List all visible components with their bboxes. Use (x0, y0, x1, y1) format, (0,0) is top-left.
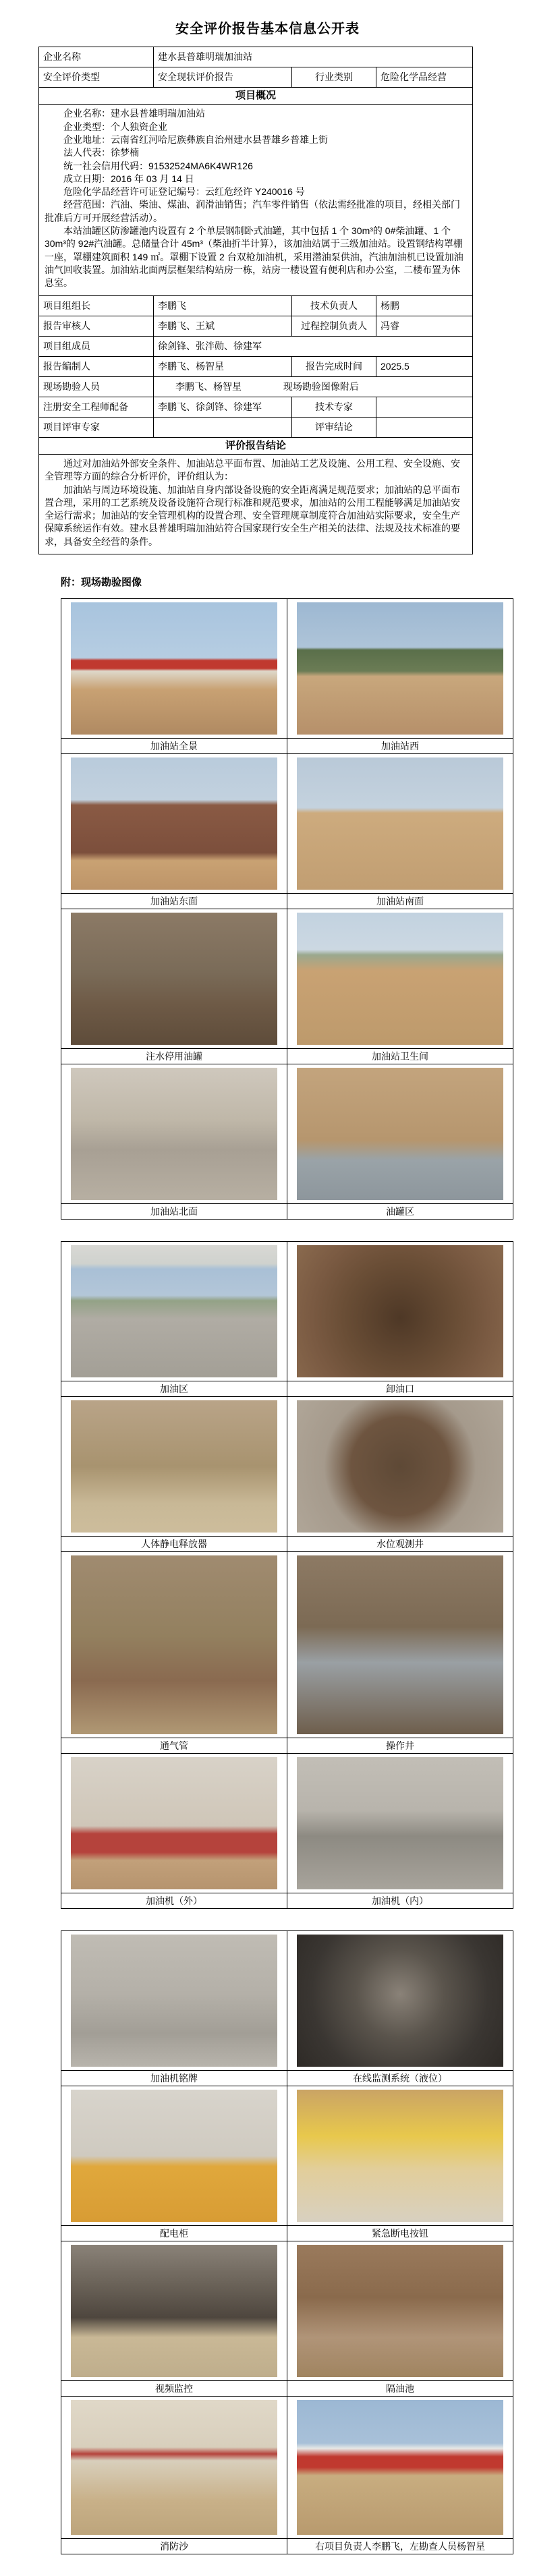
paragraph: 经营范围：汽油、柴油、煤油、润滑油销售；汽车零件销售（依法需经批准的项目，经相关部门批准后方可开展经营活动）。 (45, 199, 460, 223)
photo-caption: 右项目负责人李鹏飞，左勘查人员杨智星 (287, 2539, 513, 2554)
photo-table (61, 598, 513, 1220)
site-photo (297, 1400, 503, 1533)
photo-caption: 通气管 (61, 1738, 287, 1754)
photo-caption: 紧急断电按钮 (287, 2226, 513, 2241)
info-table (38, 47, 473, 554)
paragraph: 本站油罐区防渗罐池内设置有 2 个单层钢制卧式油罐，其中包括 1 个 30m³的 0#柴油罐、1 个 30m³的 92#汽油罐。总储量合计 45m³（柴油折半计算），该加油站属于三级加油站。设置钢结构罩棚一座，罩棚建筑面积 149 ㎡。罩棚下设置 2 台双枪加油机，采用潜油泵供油，汽油加油机已设置加油油气回收装置。加油站北面两层框架结构站房一栋，站房一楼设置有便利店和办公室，二楼布置为休息室。 (45, 225, 463, 289)
photo-caption: 油罐区 (287, 1204, 513, 1220)
site-photo (71, 602, 277, 735)
page-title: 安全评价报告基本信息公开表 (175, 22, 360, 36)
photo-caption: 消防沙 (61, 2539, 287, 2554)
site-photo (297, 1245, 503, 1377)
photo-caption: 视频监控 (61, 2381, 287, 2397)
paragraph: 企业类型：个人独资企业 (63, 121, 167, 132)
photo-caption: 配电柜 (61, 2226, 287, 2241)
paragraph: 危险化学品经营许可证登记编号：云红危经许 Y240016 号 (63, 186, 305, 198)
label-process-control: 过程控制负责人 (292, 316, 376, 336)
photo-caption: 加油机（外） (61, 1893, 287, 1909)
label-review-result: 评审结论 (292, 417, 376, 437)
photo-cell (287, 1931, 513, 2071)
site-photo (71, 1555, 277, 1734)
value-review-expert (154, 417, 292, 437)
photo-cell (61, 2241, 287, 2381)
photo-caption: 在线监测系统（液位） (287, 2071, 513, 2086)
photo-caption: 隔油池 (287, 2381, 513, 2397)
label-registered-engineer: 注册安全工程师配备 (39, 397, 154, 417)
attachment-heading: 附：现场勘验图像 (61, 577, 142, 589)
photo-caption: 加油站全景 (61, 739, 287, 754)
paragraph: 通过对加油站外部安全条件、加油站总平面布置、加油站工艺及设施、公用工程、安全设施、安全管理等方面的综合分析评价，评价组认为： (45, 457, 460, 482)
photo-cell (287, 1397, 513, 1537)
photo-caption: 加油站西 (287, 739, 513, 754)
value-team-members: 徐剑锋、张泮勋、徐建军 (154, 336, 473, 356)
section-header-conclusion: 评价报告结论 (39, 437, 473, 454)
label-enterprise-name: 企业名称 (39, 47, 154, 67)
photo-cell (61, 1754, 287, 1893)
value-registered-engineer: 李鹏飞、徐剑锋、徐建军 (154, 397, 292, 417)
survey-note: 现场勘验图像附后 (283, 380, 359, 392)
site-photo (297, 1555, 503, 1734)
site-photo (71, 913, 277, 1045)
value-report-compiler: 李鹏飞、杨智星 (154, 356, 292, 376)
site-photo (297, 2245, 503, 2377)
paragraph: 成立日期：2016 年 03 月 14 日 (63, 173, 194, 184)
photo-cell (287, 2241, 513, 2381)
photo-caption: 加油机铭牌 (61, 2071, 287, 2086)
photo-caption: 注水停用油罐 (61, 1049, 287, 1064)
value-survey-staff (154, 376, 473, 397)
label-report-compiler: 报告编制人 (39, 356, 154, 376)
value-report-reviewer: 李鹏飞、王斌 (154, 316, 292, 336)
photo-table (61, 1241, 513, 1909)
label-eval-type: 安全评价类型 (39, 67, 154, 88)
photo-cell (287, 1242, 513, 1381)
site-photo (71, 1400, 277, 1533)
photo-caption: 加油区 (61, 1381, 287, 1397)
photo-cell (287, 1754, 513, 1893)
value-industry: 危险化学品经营 (376, 67, 473, 88)
value-enterprise-name: 建水县普雄明瑞加油站 (154, 47, 473, 67)
photo-cell (287, 754, 513, 894)
site-photo (71, 1245, 277, 1377)
site-photo (297, 1068, 503, 1200)
label-finish-time: 报告完成时间 (292, 356, 376, 376)
photo-caption: 人体静电释放器 (61, 1537, 287, 1552)
site-photo (297, 757, 503, 890)
photo-cell (61, 2397, 287, 2539)
photo-caption: 加油站南面 (287, 894, 513, 909)
label-report-reviewer: 报告审核人 (39, 316, 154, 336)
site-photo (71, 1935, 277, 2067)
photo-cell (61, 754, 287, 894)
photo-cell (287, 909, 513, 1049)
value-tech-expert (376, 397, 473, 417)
photo-caption: 加油机（内） (287, 1893, 513, 1909)
site-photo (71, 1068, 277, 1200)
site-photo (71, 2090, 277, 2222)
site-photo (71, 2245, 277, 2377)
paragraph: 企业地址：云南省红河哈尼族彝族自治州建水县普雄乡普雄上街 (63, 134, 328, 145)
label-survey-staff: 现场勘验人员 (39, 376, 154, 397)
site-photo (297, 1757, 503, 1889)
paragraph: 统一社会信用代码：91532524MA6K4WR126 (63, 160, 253, 171)
label-project-leader: 项目组组长 (39, 295, 154, 316)
value-process-control: 冯睿 (376, 316, 473, 336)
site-photo (71, 2400, 277, 2535)
photo-cell (61, 909, 287, 1049)
photo-caption: 水位观测井 (287, 1537, 513, 1552)
overview-text (39, 105, 473, 295)
site-photo (297, 2090, 503, 2222)
photo-cell (61, 1931, 287, 2071)
site-photo (297, 1935, 503, 2067)
site-photo (297, 602, 503, 735)
paragraph: 加油站与周边环境设施、加油站自身内部设备设施的安全距离满足规范要求；加油站的总平面布置合理，采用的工艺系统及设备设施符合现行标准和规范要求，加油站的公用工程能够满足加油站安全运行需求；加油站的安全管理机构的设置合理、安全管理规章制度符合加油站实际要求，安全生产保障系统运作有效。建水县普雄明瑞加油站符合国家现行安全生产相关的法律、法规及技术标准的要求，具备安全经营的条件。 (45, 484, 460, 547)
site-photo (297, 913, 503, 1045)
paragraph: 企业名称：建水县普雄明瑞加油站 (63, 108, 205, 119)
conclusion-text (39, 454, 473, 554)
photo-cell (61, 1397, 287, 1537)
photo-cell (287, 599, 513, 739)
label-tech-expert: 技术专家 (292, 397, 376, 417)
label-review-expert: 项目评审专家 (39, 417, 154, 437)
value-finish-time: 2025.5 (376, 356, 473, 376)
photo-blocks (0, 598, 535, 2554)
site-photo (71, 757, 277, 890)
photo-cell (61, 1552, 287, 1738)
value-project-leader: 李鹏飞 (154, 295, 292, 316)
survey-people: 李鹏飞、杨智星 (175, 380, 242, 392)
photo-caption: 操作井 (287, 1738, 513, 1754)
label-tech-lead: 技术负责人 (292, 295, 376, 316)
photo-table (61, 1930, 513, 2554)
photo-caption: 卸油口 (287, 1381, 513, 1397)
section-header-overview: 项目概况 (39, 88, 473, 105)
value-review-result (376, 417, 473, 437)
photo-cell (61, 1242, 287, 1381)
photo-cell (287, 1552, 513, 1738)
label-team-members: 项目组成员 (39, 336, 154, 356)
photo-cell (287, 1064, 513, 1204)
photo-caption: 加油站卫生间 (287, 1049, 513, 1064)
photo-caption: 加油站北面 (61, 1204, 287, 1220)
photo-cell (61, 599, 287, 739)
label-industry: 行业类别 (292, 67, 376, 88)
photo-caption: 加油站东面 (61, 894, 287, 909)
photo-cell (287, 2086, 513, 2226)
paragraph: 法人代表：徐梦楠 (63, 147, 139, 159)
photo-cell (287, 2397, 513, 2539)
site-photo (71, 1757, 277, 1889)
photo-cell (61, 1064, 287, 1204)
value-eval-type: 安全现状评价报告 (154, 67, 292, 88)
photo-cell (61, 2086, 287, 2226)
site-photo (297, 2400, 503, 2535)
value-tech-lead: 杨鹏 (376, 295, 473, 316)
